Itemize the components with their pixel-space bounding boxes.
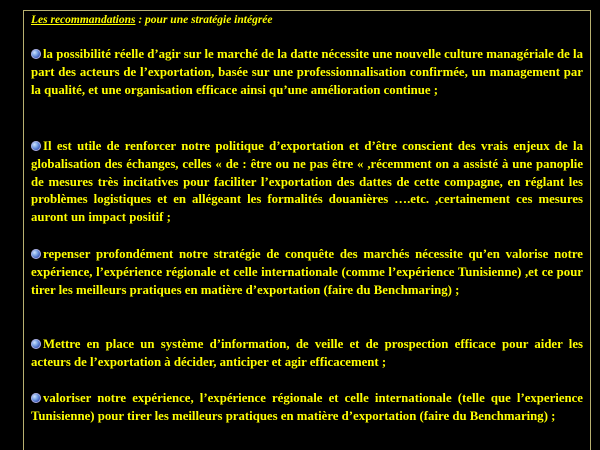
recommendation-item-5 — [31, 390, 583, 426]
disc-bullet-icon — [31, 393, 41, 403]
recommendation-text-4: Mettre en place un système d’information, de veille et de prospection efficace pour aider les acteurs de l’exportation à décider, anticiper et agir efficacement ; — [31, 337, 583, 369]
disc-bullet-icon — [31, 141, 41, 151]
recommendation-item-1 — [31, 46, 583, 99]
recommendation-text-2: Il est utile de renforcer notre politique d’exportation et d’être conscient des vrais enjeux de la globalisation des échanges, celles « de : être ou ne pas être « ,récemment on a assisté à une panoplie de mesures très incitatives pour faciliter l’exportation des dattes de cette compagne, en réglant les problèmes logistiques et en allégeant les formalités douanières ….etc. ,certainement ces mesures auront un impact positif ; — [31, 139, 583, 225]
recommendation-item-3 — [31, 246, 583, 299]
recommendation-text-1: la possibilité réelle d’agir sur le marché de la datte nécessite une nouvelle culture managériale de la part des acteurs de l’exportation, basée sur une professionnalisation confirmée, un management par la qualité, et une organisation efficace ainsi qu’une amélioration continue ; — [31, 47, 583, 97]
disc-bullet-icon — [31, 49, 41, 59]
disc-bullet-icon — [31, 249, 41, 259]
recommendation-text-3: repenser profondément notre stratégie de conquête des marchés nécessite qu’en valorise notre expérience, l’expérience régionale et celle internationale (comme l’expérience Tunisienne) ,et ce pour tirer les meilleurs pratiques en matière d’exportation (faire du Benchmaring) ; — [31, 247, 583, 297]
heading-subtitle: : pour une stratégie intégrée — [135, 14, 273, 26]
recommendation-item-4 — [31, 336, 583, 372]
slide-heading — [31, 14, 273, 26]
heading-label: Les recommandations — [31, 14, 136, 26]
disc-bullet-icon — [31, 339, 41, 349]
recommendation-text-5: valoriser notre expérience, l’expérience régionale et celle internationale (telle que l’experience Tunisienne) pour tirer les meilleurs pratiques en matière d’exportation (faire du Benchmaring) ; — [31, 391, 583, 423]
recommendation-item-2 — [31, 138, 583, 227]
